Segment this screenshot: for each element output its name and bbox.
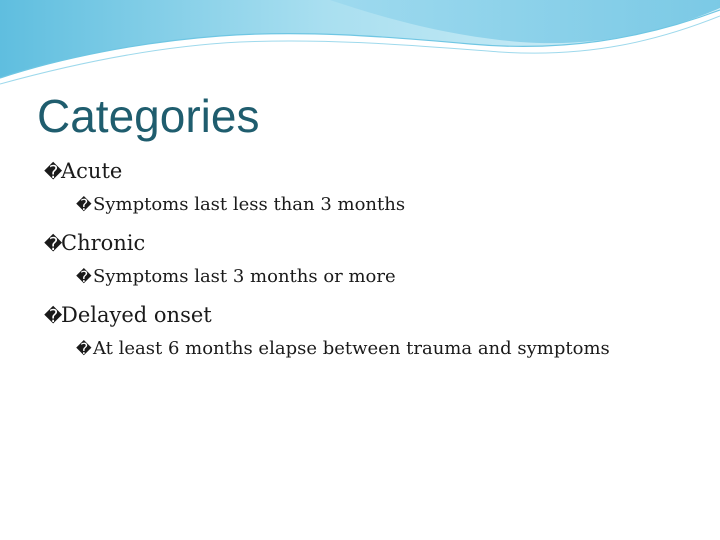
bullet-chronic [44,228,684,260]
bullet-icon: � [44,306,63,327]
sub-bullet-chronic [44,262,684,292]
bullet-icon: � [76,340,92,358]
sub-bullet-delayed-onset [44,334,684,364]
bullet-icon: � [44,234,63,255]
bullet-list [44,156,684,364]
bullet-label: Delayed onset [61,303,212,327]
bullet-icon: � [76,196,92,214]
bullet-label: Acute [61,159,123,183]
sub-bullet-text: Symptoms last less than 3 months [93,194,406,215]
bullet-icon: � [44,162,63,183]
bullet-delayed-onset [44,300,684,332]
bullet-label: Chronic [61,231,146,255]
sub-bullet-text: Symptoms last 3 months or more [93,266,396,287]
header-wave-decoration [0,0,720,90]
sub-bullet-text: At least 6 months elapse between trauma and symptoms [93,338,610,359]
slide-title: Categories [37,90,260,142]
bullet-acute [44,156,684,188]
sub-bullet-acute [44,190,684,220]
bullet-icon: � [76,268,92,286]
